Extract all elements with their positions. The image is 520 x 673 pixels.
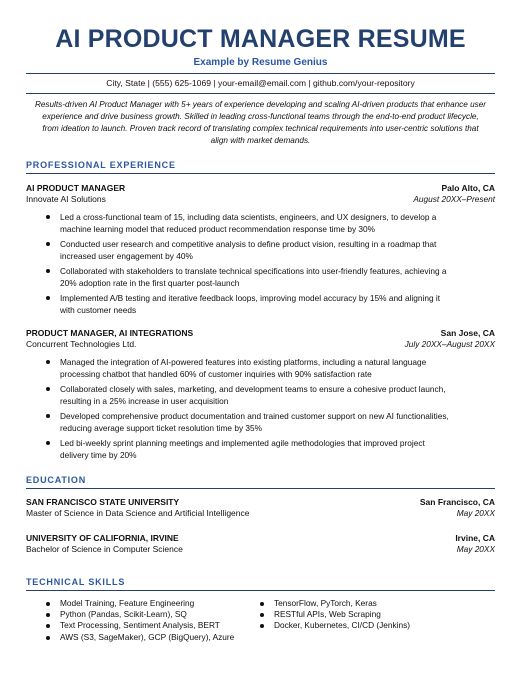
job-bullets [26,211,495,316]
education-entry [26,497,495,519]
skill-item: Text Processing, Sentiment Analysis, BERT [46,620,260,631]
bullet-item: Collaborated closely with sales, marketing, and development teams to ensure a cohesive product launch, resulting in a 25% increase in user acquisition [46,383,495,407]
school-location: Irvine, CA [455,533,495,543]
skill-item: TensorFlow, PyTorch, Keras [260,598,410,609]
summary-paragraph: Results-driven AI Product Manager with 5+ years of experience developing and scaling AI-driven products that enhance user experience and drive business growth. Skilled in leading cross-functional teams through the end-to-end product lifecycle, from ideation to launch. Proven track record of translating complex technical requirements into user-centric solutions that align with market demands. [34,100,487,145]
resume-title: AI PRODUCT MANAGER RESUME [55,25,466,53]
bullet-item: Developed comprehensive product documentation and trained customer support on new AI functionalities, reducing average support ticket resolution time by 35% [46,410,495,434]
education-section [26,475,495,555]
bullet-item: Conducted user research and competitive analysis to define product vision, resulting in a roadmap that increased user engagement by 40% [46,238,495,262]
school-location: San Francisco, CA [419,497,495,507]
skill-item: Python (Pandas, Scikit-Learn), SQ [46,609,260,620]
section-divider [26,488,495,489]
degree: Bachelor of Science in Computer Science [26,544,183,554]
job-location: San Jose, CA [440,328,495,338]
contact-line: City, State | (555) 625-1069 | your-email@email.com | github.com/your-repository [106,78,415,88]
graduation-date: May 20XX [456,544,495,554]
job-dates: July 20XX–August 20XX [404,339,495,349]
skill-item: Model Training, Feature Engineering [46,598,260,609]
section-divider [26,173,495,174]
bullet-item: Collaborated with stakeholders to translate technical specifications into user-friendly features, achieving a 20% adoption rate in the first quarter post-launch [46,265,495,289]
job-title: AI PRODUCT MANAGER [26,183,126,193]
school-name: SAN FRANCISCO STATE UNIVERSITY [26,497,180,507]
job-entry [26,183,495,316]
job-location: Palo Alto, CA [441,183,495,193]
job-company: Concurrent Technologies Ltd. [26,339,137,349]
experience-heading: PROFESSIONAL EXPERIENCE [26,160,176,170]
job-bullets [26,356,495,461]
skills-columns [26,598,495,643]
skills-list-left [46,598,260,643]
skills-heading: TECHNICAL SKILLS [26,577,126,587]
job-company: Innovate AI Solutions [26,194,106,204]
bullet-item: Managed the integration of AI-powered features into existing platforms, including a natural language processing chatbot that handled 60% of customer inquiries with 90% satisfaction rate [46,356,495,380]
skill-item: RESTful APIs, Web Scraping [260,609,410,620]
job-title: PRODUCT MANAGER, AI INTEGRATIONS [26,328,194,338]
education-heading: EDUCATION [26,475,87,485]
school-name: UNIVERSITY OF CALIFORNIA, IRVINE [26,533,179,543]
header-divider-bottom [26,93,495,94]
graduation-date: May 20XX [456,508,495,518]
skill-item: AWS (S3, SageMaker), GCP (BigQuery), Azure [46,632,260,643]
job-entry [26,328,495,461]
job-dates: August 20XX–Present [413,194,495,204]
skills-section [26,577,495,643]
bullet-item: Implemented A/B testing and iterative feedback loops, improving model accuracy by 15% and aligning it with customer needs [46,292,495,316]
resume-subtitle: Example by Resume Genius [193,57,328,68]
skill-item: Docker, Kubernetes, CI/CD (Jenkins) [260,620,410,631]
degree: Master of Science in Data Science and Artificial Intelligence [26,508,250,518]
section-divider [26,590,495,591]
skills-list-right [260,598,410,643]
education-entry [26,533,495,555]
experience-section [26,160,495,461]
bullet-item: Led a cross-functional team of 15, including data scientists, engineers, and UX designers, to develop a machine learning model that reduced product recommendation response time by 30% [46,211,495,235]
bullet-item: Led bi-weekly sprint planning meetings and implemented agile methodologies that improved project delivery time by 20% [46,437,495,461]
